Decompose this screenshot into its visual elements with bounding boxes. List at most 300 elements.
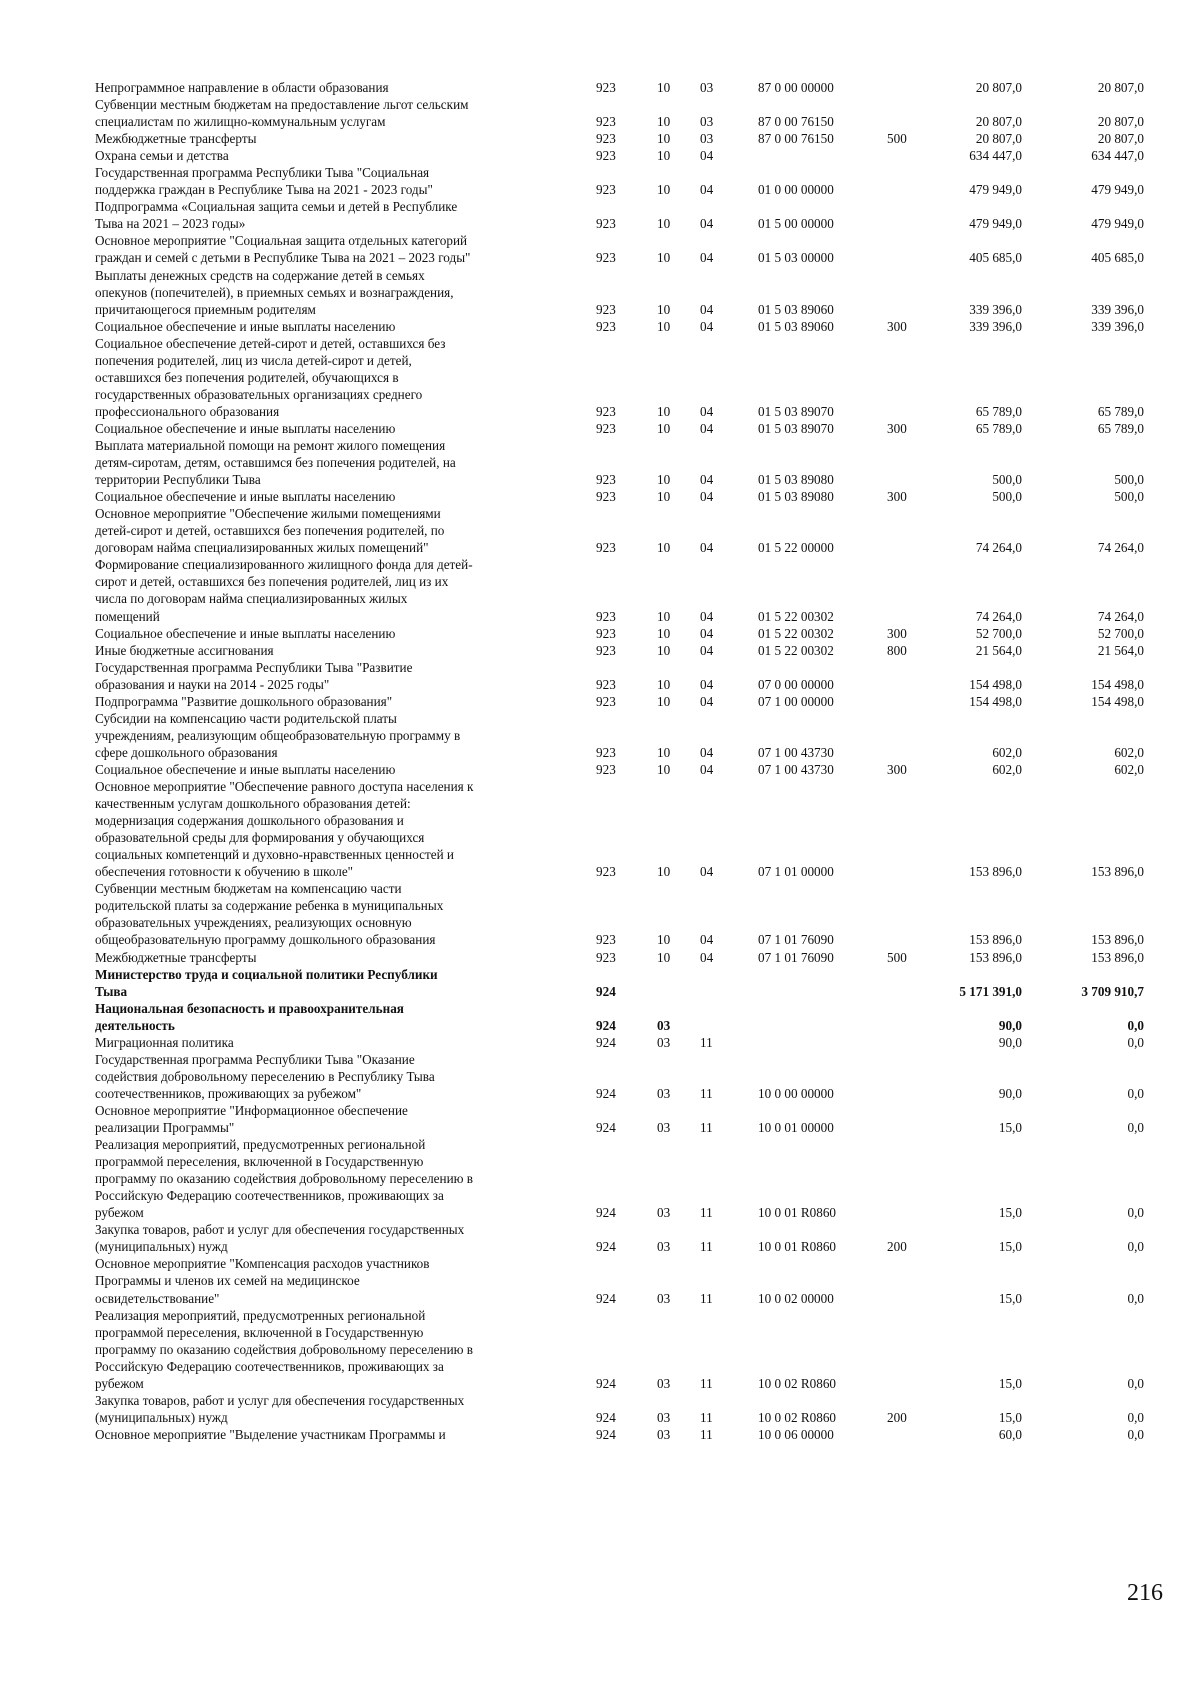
ved-code: 923 — [596, 676, 616, 692]
row-name — [95, 1136, 575, 1221]
target-article-code: 01 5 22 00302 — [758, 608, 834, 624]
row-name-line: Основное мероприятие "Информационное обеспечение — [95, 1103, 408, 1118]
ved-code: 923 — [596, 744, 616, 760]
row-name-line: (муниципальных) нужд — [95, 1239, 228, 1255]
expense-type-code: 500 — [887, 131, 907, 147]
table-row — [0, 642, 1200, 659]
amount-2023: 405 685,0 — [1091, 250, 1144, 266]
row-name-line: содействия добровольному переселению в Республику Тыва — [95, 1068, 435, 1084]
section-code: 10 — [657, 301, 671, 317]
amount-2022: 90,0 — [998, 1085, 1022, 1101]
subsection-code: 03 — [700, 131, 714, 147]
row-name-line: Реализация мероприятий, предусмотренных региональной — [95, 1137, 426, 1153]
row-name-line: образовательной среды для формирования у обучающихся — [95, 830, 425, 846]
table-row — [0, 1426, 1200, 1443]
table-row — [0, 659, 1200, 693]
amount-2023: 153 896,0 — [1091, 932, 1144, 948]
row-name-line: деятельность — [95, 1017, 175, 1033]
row-name-line: Тыва — [95, 983, 128, 999]
subsection-code: 04 — [700, 148, 714, 164]
amount-2022: 154 498,0 — [969, 676, 1022, 692]
row-name-line: Формирование специализированного жилищного фонда для детей- — [95, 557, 473, 573]
target-article-code: 01 5 22 00302 — [758, 625, 834, 641]
amount-2022: 21 564,0 — [975, 642, 1022, 658]
section-code: 10 — [657, 864, 671, 880]
table-row — [0, 96, 1200, 130]
row-name — [95, 1221, 575, 1255]
row-name-line: образовательных учреждениях, реализующих основную — [95, 915, 412, 931]
section-code: 03 — [657, 1085, 671, 1101]
amount-2022: 154 498,0 — [969, 693, 1022, 709]
page-number: 216 — [1127, 1580, 1163, 1606]
row-name-line: Основное мероприятие "Компенсация расходов участников — [95, 1256, 430, 1272]
amount-2022: 15,0 — [998, 1239, 1022, 1255]
table-row — [0, 1307, 1200, 1392]
subsection-code: 11 — [700, 1034, 713, 1050]
subsection-code: 04 — [700, 642, 714, 658]
amount-2022: 339 396,0 — [969, 301, 1022, 317]
ved-code: 923 — [596, 693, 616, 709]
ved-code: 923 — [596, 762, 616, 777]
amount-2022: 405 685,0 — [969, 250, 1022, 266]
section-code: 10 — [657, 949, 671, 965]
row-name — [95, 130, 575, 147]
ved-code: 924 — [596, 1205, 616, 1221]
row-name-line: программой переселения, включенной в Государственную — [95, 1154, 424, 1170]
amount-2022: 15,0 — [998, 1290, 1022, 1306]
row-name-line: освидетельствование" — [95, 1290, 220, 1306]
table-row — [0, 1392, 1200, 1426]
amount-2023: 3 709 910,7 — [1081, 983, 1144, 999]
target-article-code: 10 0 06 00000 — [758, 1426, 834, 1442]
ved-code: 924 — [596, 1017, 616, 1033]
amount-2023: 21 564,0 — [1097, 642, 1144, 658]
subsection-code: 11 — [700, 1375, 713, 1391]
table-row — [0, 437, 1200, 488]
subsection-code: 04 — [700, 625, 714, 641]
amount-2023: 20 807,0 — [1097, 80, 1144, 95]
amount-2023: 153 896,0 — [1091, 864, 1144, 880]
row-name-line: Национальная безопасность и правоохранительная — [95, 1000, 404, 1016]
row-name-line: Иные бюджетные ассигнования — [95, 642, 274, 658]
amount-2022: 339 396,0 — [969, 318, 1022, 334]
section-code: 03 — [657, 1290, 671, 1306]
row-name-line: Государственная программа Республики Тыва "Оказание — [95, 1051, 415, 1067]
row-name — [95, 1426, 575, 1443]
row-name-line: Государственная программа Республики Тыва "Развитие — [95, 659, 413, 675]
row-name — [95, 659, 575, 693]
row-name-line: Основное мероприятие "Социальная защита отдельных категорий — [95, 233, 468, 249]
subsection-code: 03 — [700, 114, 714, 130]
row-name — [95, 318, 575, 335]
subsection-code: 04 — [700, 216, 714, 232]
target-article-code: 07 1 00 43730 — [758, 762, 834, 777]
target-article-code: 01 5 03 89060 — [758, 301, 834, 317]
subsection-code: 04 — [700, 301, 714, 317]
subsection-code: 04 — [700, 932, 714, 948]
row-name — [95, 761, 575, 778]
expense-type-code: 300 — [887, 762, 907, 777]
table-row — [0, 147, 1200, 164]
ved-code: 923 — [596, 80, 616, 95]
row-name-line: соотечественников, проживающих за рубежом" — [95, 1085, 362, 1101]
table-row — [0, 318, 1200, 335]
expense-type-code: 800 — [887, 642, 907, 658]
row-name — [95, 1034, 575, 1051]
amount-2023: 602,0 — [1114, 762, 1144, 777]
row-name-line: рубежом — [95, 1375, 144, 1391]
table-row — [0, 1000, 1200, 1034]
row-name — [95, 147, 575, 164]
amount-2023: 479 949,0 — [1091, 182, 1144, 198]
amount-2022: 60,0 — [998, 1426, 1022, 1442]
subsection-code: 04 — [700, 744, 714, 760]
row-name-line: профессионального образования — [95, 403, 280, 419]
subsection-code: 11 — [700, 1290, 713, 1306]
table-row — [0, 164, 1200, 198]
expense-type-code: 300 — [887, 489, 907, 505]
row-name-line: программу по оказанию содействия добровольному переселению в — [95, 1341, 474, 1357]
row-name-line: детей-сирот и детей, оставшихся без попечения родителей, по — [95, 523, 445, 539]
section-code: 03 — [657, 1375, 671, 1391]
ved-code: 923 — [596, 131, 616, 147]
section-code: 10 — [657, 216, 671, 232]
amount-2023: 52 700,0 — [1097, 625, 1144, 641]
row-name-line: причитающегося приемным родителям — [95, 301, 316, 317]
table-row — [0, 778, 1200, 880]
ved-code: 923 — [596, 949, 616, 965]
row-name — [95, 79, 575, 96]
row-name-line: Социальное обеспечение и иные выплаты населению — [95, 489, 396, 505]
row-name — [95, 1051, 575, 1102]
amount-2022: 90,0 — [998, 1034, 1022, 1050]
section-code: 10 — [657, 182, 671, 198]
row-name-line: сфере дошкольного образования — [95, 744, 278, 760]
section-code: 03 — [657, 1239, 671, 1255]
row-name-line: Реализация мероприятий, предусмотренных региональной — [95, 1307, 426, 1323]
table-row — [0, 335, 1200, 420]
target-article-code: 01 5 03 89080 — [758, 472, 834, 488]
section-code: 03 — [657, 1017, 671, 1033]
target-article-code: 01 5 22 00302 — [758, 642, 834, 658]
row-name-line: попечения родителей, лиц из числа детей-сирот и детей, — [95, 352, 412, 368]
row-name-line: Непрограммное направление в области образования — [95, 80, 389, 95]
row-name — [95, 949, 575, 966]
amount-2022: 479 949,0 — [969, 216, 1022, 232]
row-name-line: рубежом — [95, 1205, 144, 1221]
target-article-code: 10 0 02 R0860 — [758, 1375, 837, 1391]
subsection-code: 11 — [700, 1426, 713, 1442]
target-article-code: 87 0 00 76150 — [758, 131, 834, 147]
table-row — [0, 198, 1200, 232]
ved-code: 924 — [596, 1375, 616, 1391]
expense-type-code: 500 — [887, 949, 907, 965]
row-name-line: помещений — [95, 608, 160, 624]
ved-code: 924 — [596, 1239, 616, 1255]
row-name-line: программой переселения, включенной в Государственную — [95, 1324, 424, 1340]
ved-code: 923 — [596, 114, 616, 130]
table-row — [0, 761, 1200, 778]
table-row — [0, 420, 1200, 437]
subsection-code: 04 — [700, 676, 714, 692]
row-name-line: Социальное обеспечение и иные выплаты населению — [95, 762, 396, 777]
row-name — [95, 880, 575, 948]
section-code: 10 — [657, 932, 671, 948]
row-name — [95, 556, 575, 624]
ved-code: 923 — [596, 608, 616, 624]
amount-2022: 500,0 — [992, 472, 1022, 488]
row-name — [95, 420, 575, 437]
row-name-line: Охрана семьи и детства — [95, 148, 229, 164]
row-name-line: общеобразовательную программу дошкольного образования — [95, 932, 436, 948]
row-name-line: детям-сиротам, детям, оставшимся без попечения родителей, на — [95, 455, 456, 471]
section-code: 10 — [657, 642, 671, 658]
amount-2022: 74 264,0 — [975, 540, 1022, 556]
row-name-line: качественным услугам дошкольного образования детей: — [95, 796, 411, 812]
amount-2023: 339 396,0 — [1091, 301, 1144, 317]
amount-2023: 0,0 — [1127, 1017, 1144, 1033]
section-code: 03 — [657, 1205, 671, 1221]
ved-code: 923 — [596, 642, 616, 658]
row-name-line: Закупка товаров, работ и услуг для обеспечения государственных — [95, 1222, 465, 1238]
row-name-line: Подпрограмма «Социальная защита семьи и детей в Республике — [95, 199, 458, 215]
section-code: 10 — [657, 318, 671, 334]
table-row — [0, 130, 1200, 147]
row-name-line: опекунов (попечителей), в приемных семьях и вознаграждения, — [95, 284, 454, 300]
row-name-line: Межбюджетные трансферты — [95, 949, 257, 965]
amount-2023: 153 896,0 — [1091, 949, 1144, 965]
amount-2023: 0,0 — [1127, 1290, 1144, 1306]
amount-2023: 0,0 — [1127, 1409, 1144, 1425]
table-row — [0, 232, 1200, 266]
row-name-line: Российскую Федерацию соотечественников, проживающих за — [95, 1188, 444, 1204]
amount-2022: 15,0 — [998, 1205, 1022, 1221]
subsection-code: 04 — [700, 403, 714, 419]
section-code: 10 — [657, 676, 671, 692]
target-article-code: 01 5 03 89060 — [758, 318, 834, 334]
amount-2022: 153 896,0 — [969, 949, 1022, 965]
row-name-line: Социальное обеспечение и иные выплаты населению — [95, 421, 396, 436]
section-code: 10 — [657, 540, 671, 556]
row-name-line: Тыва на 2021 – 2023 годы» — [95, 216, 246, 232]
target-article-code: 07 1 00 43730 — [758, 744, 834, 760]
amount-2022: 65 789,0 — [975, 421, 1022, 436]
row-name — [95, 1000, 575, 1034]
section-code: 10 — [657, 421, 671, 436]
amount-2023: 500,0 — [1114, 489, 1144, 505]
row-name-line: Межбюджетные трансферты — [95, 131, 257, 147]
amount-2023: 602,0 — [1114, 744, 1144, 760]
ved-code: 924 — [596, 983, 616, 999]
row-name-line: Закупка товаров, работ и услуг для обеспечения государственных — [95, 1392, 465, 1408]
target-article-code: 07 0 00 00000 — [758, 676, 834, 692]
ved-code: 924 — [596, 1034, 616, 1050]
subsection-code: 04 — [700, 762, 714, 777]
row-name-line: государственных образовательных организациях среднего — [95, 386, 423, 402]
row-name — [95, 625, 575, 642]
subsection-code: 04 — [700, 540, 714, 556]
ved-code: 923 — [596, 301, 616, 317]
row-name — [95, 778, 575, 880]
table-row — [0, 79, 1200, 96]
table-row — [0, 693, 1200, 710]
amount-2023: 634 447,0 — [1091, 148, 1144, 164]
target-article-code: 01 0 00 00000 — [758, 182, 834, 198]
ved-code: 923 — [596, 932, 616, 948]
amount-2023: 65 789,0 — [1097, 403, 1144, 419]
section-code: 03 — [657, 1034, 671, 1050]
section-code: 03 — [657, 1120, 671, 1136]
ved-code: 923 — [596, 540, 616, 556]
amount-2022: 90,0 — [998, 1017, 1022, 1033]
subsection-code: 11 — [700, 1205, 713, 1221]
section-code: 10 — [657, 762, 671, 777]
ved-code: 923 — [596, 216, 616, 232]
subsection-code: 04 — [700, 489, 714, 505]
ved-code: 924 — [596, 1085, 616, 1101]
table-row — [0, 625, 1200, 642]
row-name — [95, 96, 575, 130]
amount-2023: 74 264,0 — [1097, 540, 1144, 556]
subsection-code: 11 — [700, 1120, 713, 1136]
amount-2023: 0,0 — [1127, 1034, 1144, 1050]
subsection-code: 04 — [700, 421, 714, 436]
row-name-line: Социальное обеспечение и иные выплаты населению — [95, 625, 396, 641]
row-name-line: Миграционная политика — [95, 1034, 234, 1050]
row-name-line: поддержка граждан в Республике Тыва на 2021 - 2023 годы" — [95, 182, 433, 198]
row-name-line: граждан и семей с детьми в Республике Тыва на 2021 – 2023 годы" — [95, 250, 471, 266]
row-name-line: специалистам по жилищно-коммунальным услугам — [95, 114, 386, 130]
row-name-line: родительской платы за содержание ребенка в муниципальных — [95, 898, 444, 914]
amount-2022: 74 264,0 — [975, 608, 1022, 624]
subsection-code: 04 — [700, 318, 714, 334]
amount-2022: 20 807,0 — [975, 131, 1022, 147]
table-row — [0, 880, 1200, 948]
target-article-code: 01 5 03 89070 — [758, 421, 834, 436]
row-name-line: Выплата материальной помощи на ремонт жилого помещения — [95, 438, 446, 454]
amount-2023: 154 498,0 — [1091, 693, 1144, 709]
subsection-code: 11 — [700, 1085, 713, 1101]
subsection-code: 04 — [700, 250, 714, 266]
expense-type-code: 200 — [887, 1239, 907, 1255]
amount-2023: 500,0 — [1114, 472, 1144, 488]
table-row — [0, 1102, 1200, 1136]
amount-2022: 20 807,0 — [975, 114, 1022, 130]
row-name-line: Министерство труда и социальной политики Республики — [95, 966, 438, 982]
subsection-code: 04 — [700, 608, 714, 624]
amount-2022: 634 447,0 — [969, 148, 1022, 164]
section-code: 03 — [657, 1409, 671, 1425]
target-article-code: 10 0 01 00000 — [758, 1120, 834, 1136]
ved-code: 923 — [596, 250, 616, 266]
amount-2022: 602,0 — [992, 762, 1022, 777]
section-code: 10 — [657, 489, 671, 505]
subsection-code: 04 — [700, 693, 714, 709]
amount-2022: 153 896,0 — [969, 864, 1022, 880]
row-name — [95, 1392, 575, 1426]
row-name — [95, 642, 575, 659]
table-row — [0, 710, 1200, 761]
row-name-line: Основное мероприятие "Обеспечение равного доступа населения к — [95, 779, 474, 795]
ved-code: 924 — [596, 1120, 616, 1136]
subsection-code: 04 — [700, 472, 714, 488]
amount-2023: 154 498,0 — [1091, 676, 1144, 692]
ved-code: 924 — [596, 1409, 616, 1425]
target-article-code: 07 1 01 00000 — [758, 864, 834, 880]
section-code: 10 — [657, 114, 671, 130]
ved-code: 923 — [596, 625, 616, 641]
target-article-code: 07 1 00 00000 — [758, 693, 834, 709]
amount-2023: 0,0 — [1127, 1205, 1144, 1221]
row-name-line: Государственная программа Республики Тыва "Социальная — [95, 165, 430, 181]
amount-2023: 20 807,0 — [1097, 114, 1144, 130]
ved-code: 923 — [596, 403, 616, 419]
row-name — [95, 1102, 575, 1136]
row-name-line: Социальное обеспечение детей-сирот и детей, оставшихся без — [95, 335, 446, 351]
row-name-line: Основное мероприятие "Выделение участникам Программы и — [95, 1426, 446, 1442]
row-name-line: оставшихся без попечения родителей, обучающихся в — [95, 369, 399, 385]
row-name-line: Российскую Федерацию соотечественников, проживающих за — [95, 1358, 444, 1374]
expense-type-code: 300 — [887, 625, 907, 641]
amount-2022: 15,0 — [998, 1409, 1022, 1425]
amount-2022: 65 789,0 — [975, 403, 1022, 419]
target-article-code: 07 1 01 76090 — [758, 949, 834, 965]
ved-code: 923 — [596, 318, 616, 334]
row-name-line: учреждениям, реализующим общеобразовательную программу в — [95, 727, 461, 743]
expense-type-code: 200 — [887, 1409, 907, 1425]
section-code: 10 — [657, 403, 671, 419]
amount-2022: 500,0 — [992, 489, 1022, 505]
target-article-code: 07 1 01 76090 — [758, 932, 834, 948]
amount-2023: 0,0 — [1127, 1120, 1144, 1136]
section-code: 10 — [657, 472, 671, 488]
row-name-line: Социальное обеспечение и иные выплаты населению — [95, 318, 396, 334]
amount-2022: 15,0 — [998, 1375, 1022, 1391]
target-article-code: 10 0 01 R0860 — [758, 1239, 837, 1255]
section-code: 10 — [657, 625, 671, 641]
section-code: 10 — [657, 744, 671, 760]
subsection-code: 03 — [700, 80, 714, 95]
row-name-line: Субвенции местным бюджетам на предоставление льгот сельским — [95, 97, 469, 113]
target-article-code: 01 5 22 00000 — [758, 540, 834, 556]
row-name — [95, 966, 575, 1000]
amount-2022: 20 807,0 — [975, 80, 1022, 95]
amount-2023: 0,0 — [1127, 1426, 1144, 1442]
amount-2023: 0,0 — [1127, 1375, 1144, 1391]
row-name — [95, 1307, 575, 1392]
ved-code: 923 — [596, 421, 616, 436]
ved-code: 923 — [596, 148, 616, 164]
subsection-code: 04 — [700, 864, 714, 880]
subsection-code: 11 — [700, 1409, 713, 1425]
section-code: 10 — [657, 250, 671, 266]
table-row — [0, 505, 1200, 556]
amount-2022: 5 171 391,0 — [959, 983, 1022, 999]
row-name-line: Субвенции местным бюджетам на компенсацию части — [95, 881, 402, 897]
section-code: 10 — [657, 148, 671, 164]
row-name — [95, 693, 575, 710]
amount-2022: 153 896,0 — [969, 932, 1022, 948]
subsection-code: 11 — [700, 1239, 713, 1255]
section-code: 10 — [657, 608, 671, 624]
row-name-line: сирот и детей, оставшихся без попечения родителей, лиц из их — [95, 574, 449, 590]
section-code: 10 — [657, 131, 671, 147]
target-article-code: 10 0 01 R0860 — [758, 1205, 837, 1221]
row-name-line: образования и науки на 2014 - 2025 годы" — [95, 676, 330, 692]
table-row — [0, 1221, 1200, 1255]
row-name — [95, 164, 575, 198]
target-article-code: 87 0 00 76150 — [758, 114, 834, 130]
